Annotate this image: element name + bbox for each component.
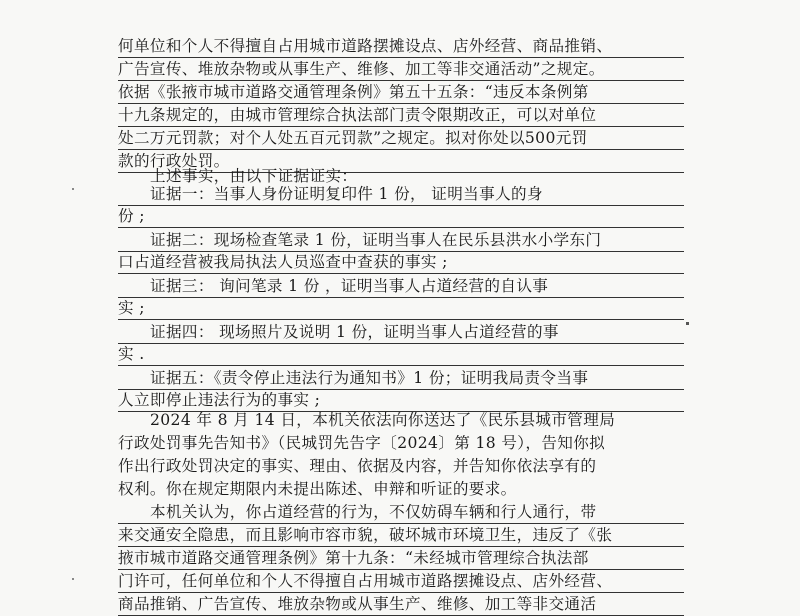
evidence-line: 份 ;: [118, 206, 684, 228]
evidence-line: 证据二：现场检查笔录 1 份，证明当事人在民乐县洪水小学东门: [118, 230, 684, 252]
evidence-line: 证据三： 询问笔录 1 份 ，证明当事人占道经营的自认事: [118, 276, 684, 298]
text-line: 行政处罚事先告知书》（民城罚先告字〔2024〕第 18 号），告知你拟: [118, 434, 606, 452]
text-line: 何单位和个人不得擅自占用城市道路摆摊设点、店外经营、商品推销、: [118, 36, 684, 58]
evidence-line: 证据五：《责令停止违法行为通知书》1 份；证明我局责令当事: [118, 368, 684, 390]
scan-speck: [686, 322, 689, 325]
text-line: 十九条规定的，由城市管理综合执法部门责令限期改正，可以对单位: [118, 105, 684, 127]
evidence-line: 证据四： 现场照片及说明 1 份，证明当事人占道经营的事: [118, 322, 684, 344]
text-line: 广告宣传、堆放杂物或从事生产、维修、加工等非交通活动”之规定。: [118, 59, 684, 81]
text-line: 2024 年 8 月 14 日，本机关依法向你送达了《民乐县城市管理局: [150, 411, 616, 429]
scan-speck: [72, 578, 74, 580]
evidence-line: 口占道经营被我局执法人员巡查中查获的事实 ;: [118, 252, 684, 274]
text-line: 掖市城市道路交通管理条例》第十九条：“未经城市管理综合执法部: [118, 548, 684, 570]
text-line: 处二万元罚款；对个人处五百元罚款”之规定。拟对你处以500元罚: [118, 128, 684, 150]
text-line: 权利。你在规定期限内未提出陈述、申辩和听证的要求。: [118, 480, 517, 498]
text-line: 依据《张掖市城市道路交通管理条例》第五十五条：“违反本条例第: [118, 82, 684, 104]
evidence-line: 实 ;: [118, 298, 684, 320]
scan-speck: [72, 188, 74, 190]
text-line: 商品推销、广告宣传、堆放杂物或从事生产、维修、加工等非交通活: [118, 594, 684, 616]
text-line: 上述事实，由以下证据证实：: [150, 167, 358, 185]
text-line: 来交通安全隐患，而且影响市容市貌，破坏城市环境卫生，违反了《张: [118, 525, 684, 547]
evidence-line: 人立即停止违法行为的事实 ;: [118, 390, 684, 412]
evidence-line: 实 .: [118, 344, 684, 366]
evidence-line: 证据一：当事人身份证明复印件 1 份， 证明当事人的身: [118, 184, 684, 206]
text-line: 本机关认为，你占道经营的行为，不仅妨碍车辆和行人通行，带: [118, 502, 684, 524]
text-line: 款的行政处罚。: [118, 151, 684, 173]
text-line: 门许可，任何单位和个人不得擅自占用城市道路摆摊设点、店外经营、: [118, 571, 684, 593]
text-line: 作出行政处罚决定的事实、理由、依据及内容，并告知你依法享有的: [118, 457, 597, 475]
